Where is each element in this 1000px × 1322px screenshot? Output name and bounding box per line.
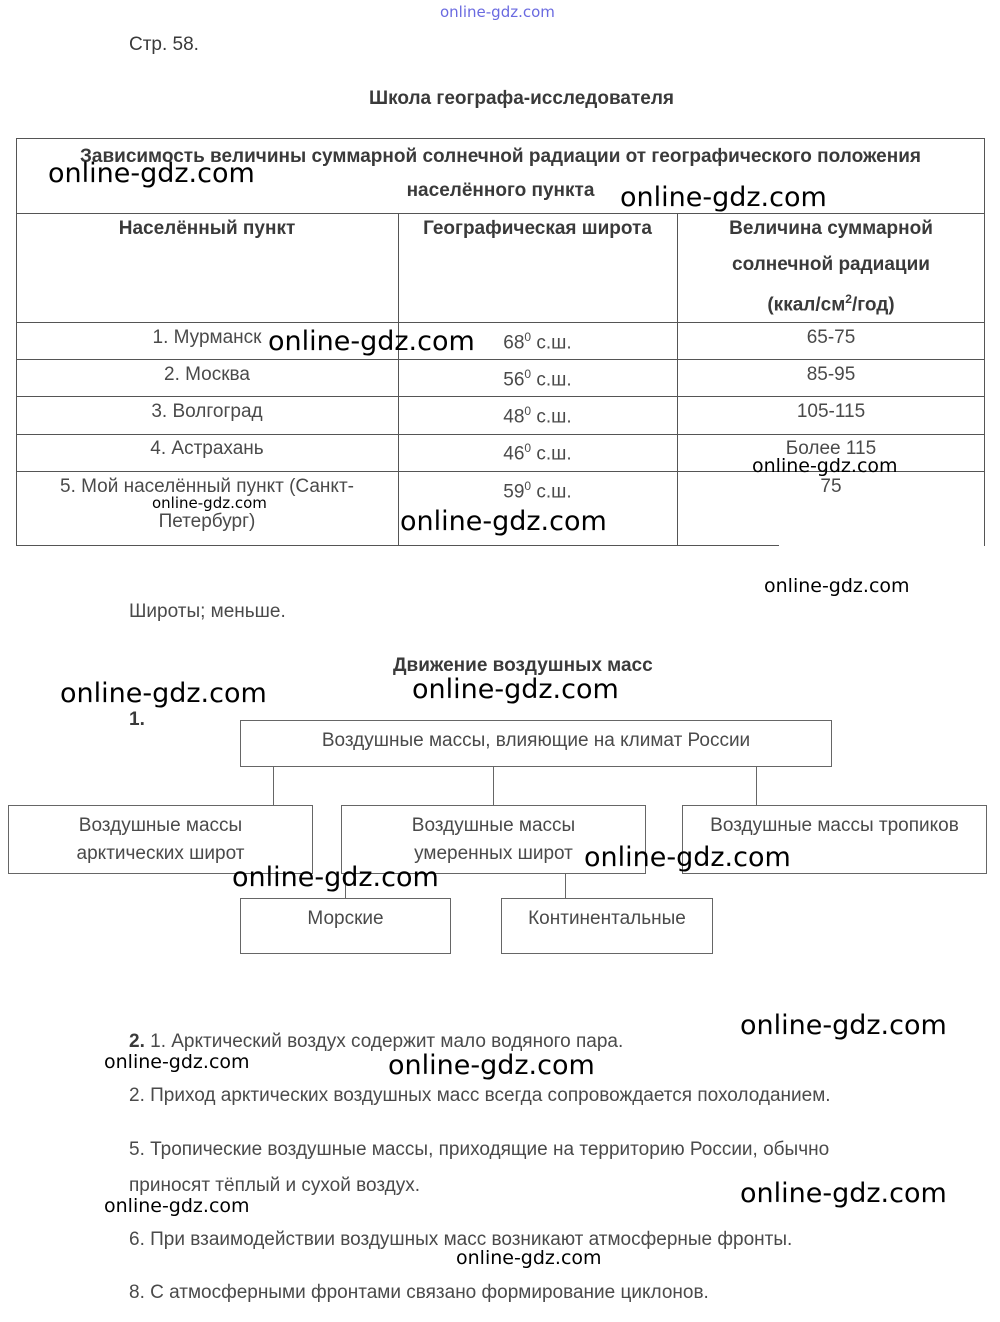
continental-box: Континентальные [501,898,713,954]
page-label: Стр. 58. [129,34,199,55]
answer-latitudes: Широты; меньше. [129,601,286,622]
watermark: online-gdz.com [152,494,267,512]
top-watermark: online-gdz.com [440,3,555,21]
row5-value: 75 [820,476,842,497]
row4-value: Более 115 [785,438,877,459]
section-title-air-masses: Движение воздушных масс [393,655,653,676]
tropical-box: Воздушные массы тропиков [682,805,987,874]
row2-latitude: $56^0$ с.ш. [503,367,572,391]
watermark: online-gdz.com [268,326,475,357]
question2-item5-line2: приносят тёплый и сухой воздух. [129,1175,421,1196]
header-latitude: Географическая широта [423,218,652,239]
watermark: online-gdz.com [752,455,898,477]
row2-value: 85-95 [806,364,856,385]
root-box: Воздушные массы, влияющие на климат России [240,720,832,767]
radiation-table [16,138,985,546]
row4-latitude: $46^0$ с.ш. [503,441,572,465]
section-title-school: Школа географа-исследователя [369,88,674,109]
table-caption-line2: населённого пункта [406,180,595,201]
header-settlement: Населённый пункт [118,218,296,239]
question2-item1: 2. 1. Арктический воздух содержит мало водяного пара. [129,1031,624,1052]
question2-item8: 8. С атмосферными фронтами связано формирование циклонов. [129,1282,709,1303]
row1-city: 1. Мурманск [152,327,262,348]
watermark: online-gdz.com [412,674,619,705]
watermark: online-gdz.com [104,1051,250,1073]
row1-value: 65-75 [806,327,856,348]
row5-city-line1: 5. Мой населённый пункт (Санкт- [60,476,354,497]
header-radiation-line1: Величина суммарной [729,218,933,239]
row3-latitude: $48^0$ с.ш. [503,404,572,428]
row4-city: 4. Астрахань [150,438,264,459]
question2-item6: 6. При взаимодействии воздушных масс возникают атмосферные фронты. [129,1229,793,1250]
watermark: online-gdz.com [740,1010,947,1041]
table-caption-line1: Зависимость величины суммарной солнечной радиации от географического положения [79,146,921,167]
watermark: online-gdz.com [456,1247,602,1269]
watermark: online-gdz.com [232,862,439,893]
watermark: online-gdz.com [620,182,827,213]
temperate-box: Воздушные массы умеренных широт [341,805,646,874]
header-radiation-unit: $(ккал/см^2/год)$ [767,292,895,316]
arctic-box: Воздушные массы арктических широт [8,805,313,874]
row5-city-line2: Петербург) [158,511,256,532]
row3-city: 3. Волгоград [151,401,263,422]
row3-value: 105-115 [796,401,866,422]
watermark: online-gdz.com [104,1195,250,1217]
watermark: online-gdz.com [584,842,791,873]
watermark: online-gdz.com [48,158,255,189]
watermark: online-gdz.com [388,1050,595,1081]
row5-latitude: $59^0$ с.ш. [503,479,572,503]
question2-item5-line1: 5. Тропические воздушные массы, приходящие на территорию России, обычно [129,1139,830,1160]
watermark: online-gdz.com [764,575,910,597]
question2-item2: 2. Приход арктических воздушных масс всегда сопровождается похолоданием. [129,1085,831,1106]
watermark: online-gdz.com [740,1178,947,1209]
row1-latitude: $68^0$ с.ш. [503,330,572,354]
question1-label: 1. [129,709,145,730]
watermark: online-gdz.com [400,506,607,537]
row2-city: 2. Москва [164,364,250,385]
header-radiation-line2: солнечной радиации [732,254,930,275]
marine-box: Морские [240,898,451,954]
watermark: online-gdz.com [60,678,267,709]
